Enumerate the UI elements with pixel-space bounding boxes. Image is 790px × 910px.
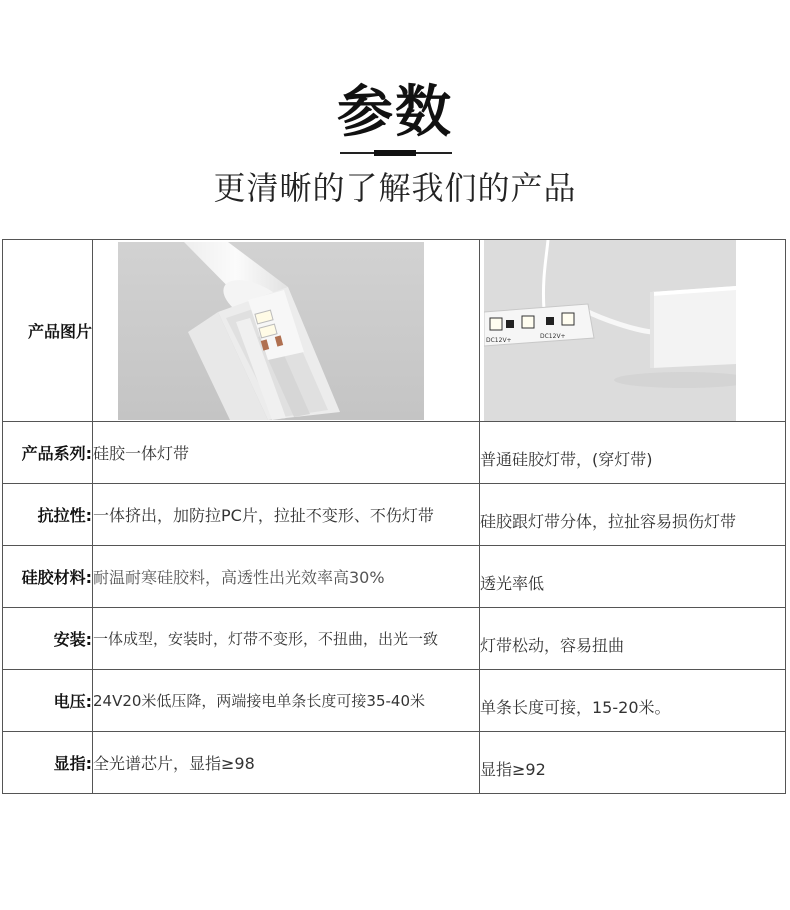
table-row bbox=[3, 608, 786, 670]
image-cell-b bbox=[480, 240, 786, 422]
cell-b bbox=[480, 732, 786, 794]
cell-b bbox=[480, 670, 786, 732]
cell-b-text: 显指≥92 bbox=[480, 760, 546, 779]
cell-a: 一体成型，安装时，灯带不变形，不扭曲，出光一致 bbox=[93, 608, 480, 670]
page-title: 参数 bbox=[337, 80, 453, 145]
cell-a: 一体挤出，加防拉PC片，拉扯不变形、不伤灯带 bbox=[93, 484, 480, 546]
cell-b-text: 单条长度可接，15-20米。 bbox=[480, 698, 671, 717]
cell-b bbox=[480, 484, 786, 546]
page-subtitle: 更清晰的了解我们的产品 bbox=[213, 169, 577, 207]
strip-label: DC12V+ bbox=[486, 337, 512, 344]
cell-b-text: 透光率低 bbox=[480, 574, 545, 593]
table-row bbox=[3, 484, 786, 546]
cell-a: 耐温耐寒硅胶料，高透性出光效率高30% bbox=[93, 546, 480, 608]
cell-b-text: 灯带松动，容易扭曲 bbox=[480, 636, 625, 655]
comparison-table bbox=[2, 239, 786, 794]
title-underline bbox=[340, 152, 452, 154]
strip-label: DC12V+ bbox=[540, 333, 566, 340]
table-row bbox=[3, 422, 786, 484]
table-row bbox=[3, 732, 786, 794]
table-row bbox=[3, 670, 786, 732]
row-label: 电压: bbox=[3, 670, 93, 732]
cell-b-text: 普通硅胶灯带，(穿灯带) bbox=[480, 450, 653, 469]
cell-b-text: 硅胶跟灯带分体，拉扯容易损伤灯带 bbox=[480, 512, 737, 531]
row-label: 硅胶材料: bbox=[3, 546, 93, 608]
cell-b bbox=[480, 546, 786, 608]
image-cell-a bbox=[93, 240, 480, 422]
cell-a: 硅胶一体灯带 bbox=[93, 422, 480, 484]
row-label: 产品系列: bbox=[3, 422, 93, 484]
silicone-neon-profile-photo bbox=[118, 242, 424, 420]
row-label: 抗拉性: bbox=[3, 484, 93, 546]
cell-b bbox=[480, 422, 786, 484]
led-strip-in-tube-photo bbox=[484, 240, 736, 421]
cell-b bbox=[480, 608, 786, 670]
table-row bbox=[3, 546, 786, 608]
row-label: 安装: bbox=[3, 608, 93, 670]
row-label: 显指: bbox=[3, 732, 93, 794]
cell-a: 24V20米低压降，两端接电单条长度可接35-40米 bbox=[93, 670, 480, 732]
cell-a: 全光谱芯片，显指≥98 bbox=[93, 732, 480, 794]
row-label: 产品图片 bbox=[3, 240, 93, 422]
table-row-images bbox=[3, 240, 786, 422]
